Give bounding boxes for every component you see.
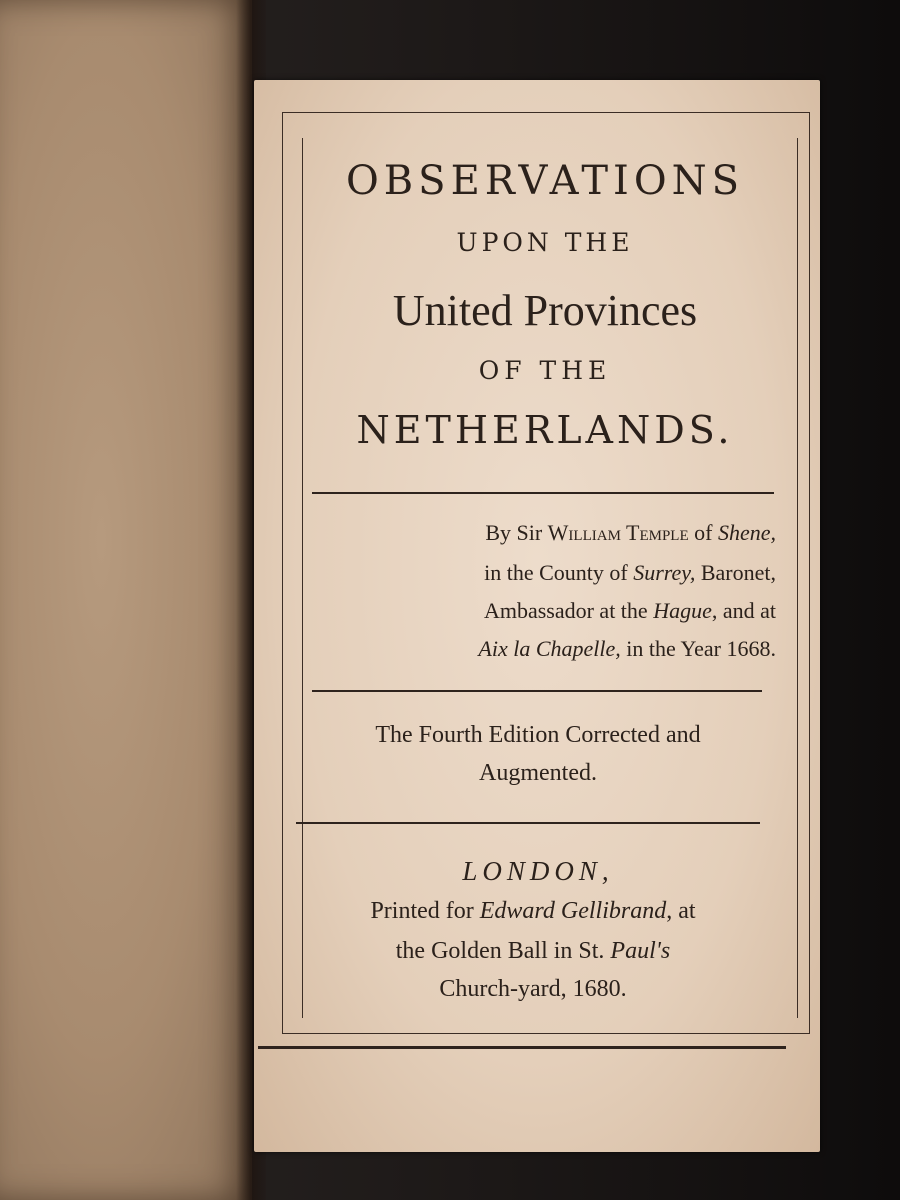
imprint-address: the Golden Ball in St. Paul's xyxy=(395,938,671,964)
edition-line-2: Augmented. xyxy=(479,760,597,786)
byline-ambassador: Ambassador at the Hague, and at xyxy=(483,598,776,623)
edition-line-1: The Fourth Edition Corrected and xyxy=(375,722,701,748)
title-line-netherlands: NETHERLANDS. xyxy=(356,408,734,452)
left-page xyxy=(0,0,252,1200)
title-line-observations: OBSERVATIONS xyxy=(345,158,745,204)
byline-author: By Sir William Temple of Shene, xyxy=(485,520,776,545)
byline-county: in the County of Surrey, Baronet, xyxy=(484,560,776,585)
imprint-date: Church-yard, 1680. xyxy=(439,976,627,1002)
title-line-of-the: OF THE xyxy=(478,356,612,385)
byline-year: Aix la Chapelle, in the Year 1668. xyxy=(478,636,776,661)
title-line-united-provinces: United Provinces xyxy=(392,286,698,335)
divider-rule-3 xyxy=(296,822,760,824)
imprint-printer: Printed for Edward Gellibrand, at xyxy=(370,898,696,924)
divider-rule-2 xyxy=(312,690,762,692)
title-line-upon-the: UPON THE xyxy=(456,228,634,257)
divider-rule-1 xyxy=(312,492,774,494)
bottom-rule xyxy=(258,1046,786,1049)
imprint-city: LONDON, xyxy=(462,856,614,886)
